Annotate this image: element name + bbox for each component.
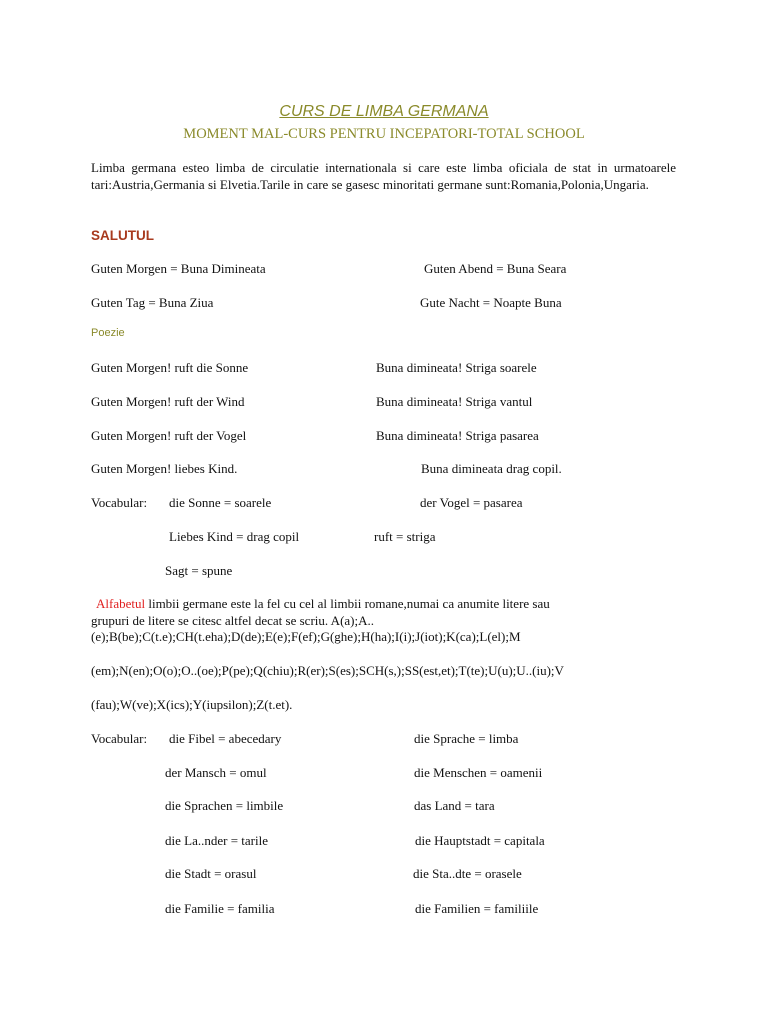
poem-line-de: Guten Morgen! ruft der Vogel	[91, 428, 247, 443]
poem-line-ro: Buna dimineata! Striga pasarea	[376, 428, 539, 443]
alphabet-text: grupuri de litere se citesc altfel decat se scriu. A(a);A..	[91, 612, 374, 628]
alphabet-text: limbii germane este la fel cu cel al limbii romane,numai ca anumite litere sau	[145, 596, 550, 611]
vocabulary-entry: die Sta..dte = orasele	[413, 866, 522, 881]
alphabet-text: (em);N(en);O(o);O..(oe);P(pe);Q(chiu);R(er);S(es);SCH(s,);SS(est,et);T(te);U(u);U..(iu);V	[91, 663, 564, 678]
alphabet-keyword: Alfabetul	[96, 596, 146, 611]
poem-line-ro: Buna dimineata! Striga soarele	[376, 360, 537, 375]
vocabulary-entry: der Vogel = pasarea	[420, 495, 523, 510]
vocabulary-entry: die Stadt = orasul	[165, 866, 257, 881]
greeting-right: Gute Nacht = Noapte Buna	[420, 295, 562, 310]
document-title: CURS DE LIMBA GERMANA	[279, 103, 489, 120]
poem-line-de: Guten Morgen! ruft die Sonne	[91, 360, 249, 375]
greeting-right: Guten Abend = Buna Seara	[424, 261, 567, 276]
vocabulary-entry: die Familie = familia	[165, 901, 275, 916]
vocabulary-entry: der Mansch = omul	[165, 765, 267, 780]
document-subtitle: MOMENT MAL-CURS PENTRU INCEPATORI-TOTAL SCHOOL	[183, 126, 585, 142]
vocabulary-entry: die Fibel = abecedary	[169, 731, 282, 746]
alphabet-text: (fau);W(ve);X(ics);Y(iupsilon);Z(t.et).	[91, 697, 293, 712]
vocabulary-entry: ruft = striga	[374, 529, 436, 544]
poem-line-de: Guten Morgen! ruft der Wind	[91, 394, 245, 409]
vocabulary-entry: die Sprache = limba	[414, 731, 519, 746]
vocabulary-entry: das Land = tara	[414, 798, 495, 813]
vocabulary-entry: die Sprachen = limbile	[165, 798, 284, 813]
vocabulary-entry: Sagt = spune	[165, 563, 233, 578]
vocabulary-label: Vocabular:	[91, 495, 148, 510]
poem-line-ro: Buna dimineata! Striga vantul	[376, 394, 533, 409]
alphabet-text: (e);B(be);C(t.e);CH(t.eha);D(de);E(e);F(ef);G(ghe);H(ha);I(i);J(iot);K(ca);L(el);M	[91, 629, 521, 644]
vocabulary-entry: die La..nder = tarile	[165, 833, 268, 848]
vocabulary-entry: die Hauptstadt = capitala	[415, 833, 545, 848]
poem-line-de: Guten Morgen! liebes Kind.	[91, 461, 238, 476]
intro-paragraph: Limba germana esteo limba de circulatie internationala si care este limba oficiala de stat in urmatoarele tari:Austria,Germania si Elvetia.Tarile in care se gasesc minoritati germane sunt:Romania,Polonia,Ungaria.	[91, 160, 676, 192]
alphabet-paragraph	[91, 596, 691, 646]
vocabulary-entry: die Menschen = oamenii	[414, 765, 543, 780]
vocabulary-label: Vocabular:	[91, 731, 148, 746]
poem-line-ro: Buna dimineata drag copil.	[421, 461, 562, 476]
vocabulary-entry: die Sonne = soarele	[169, 495, 272, 510]
greeting-left: Guten Tag = Buna Ziua	[91, 295, 214, 310]
section-heading-poezie: Poezie	[91, 327, 125, 339]
section-heading-salutul: SALUTUL	[91, 228, 154, 243]
vocabulary-entry: Liebes Kind = drag copil	[169, 529, 300, 544]
greeting-left: Guten Morgen = Buna Dimineata	[91, 261, 266, 276]
vocabulary-entry: die Familien = familiile	[415, 901, 539, 916]
